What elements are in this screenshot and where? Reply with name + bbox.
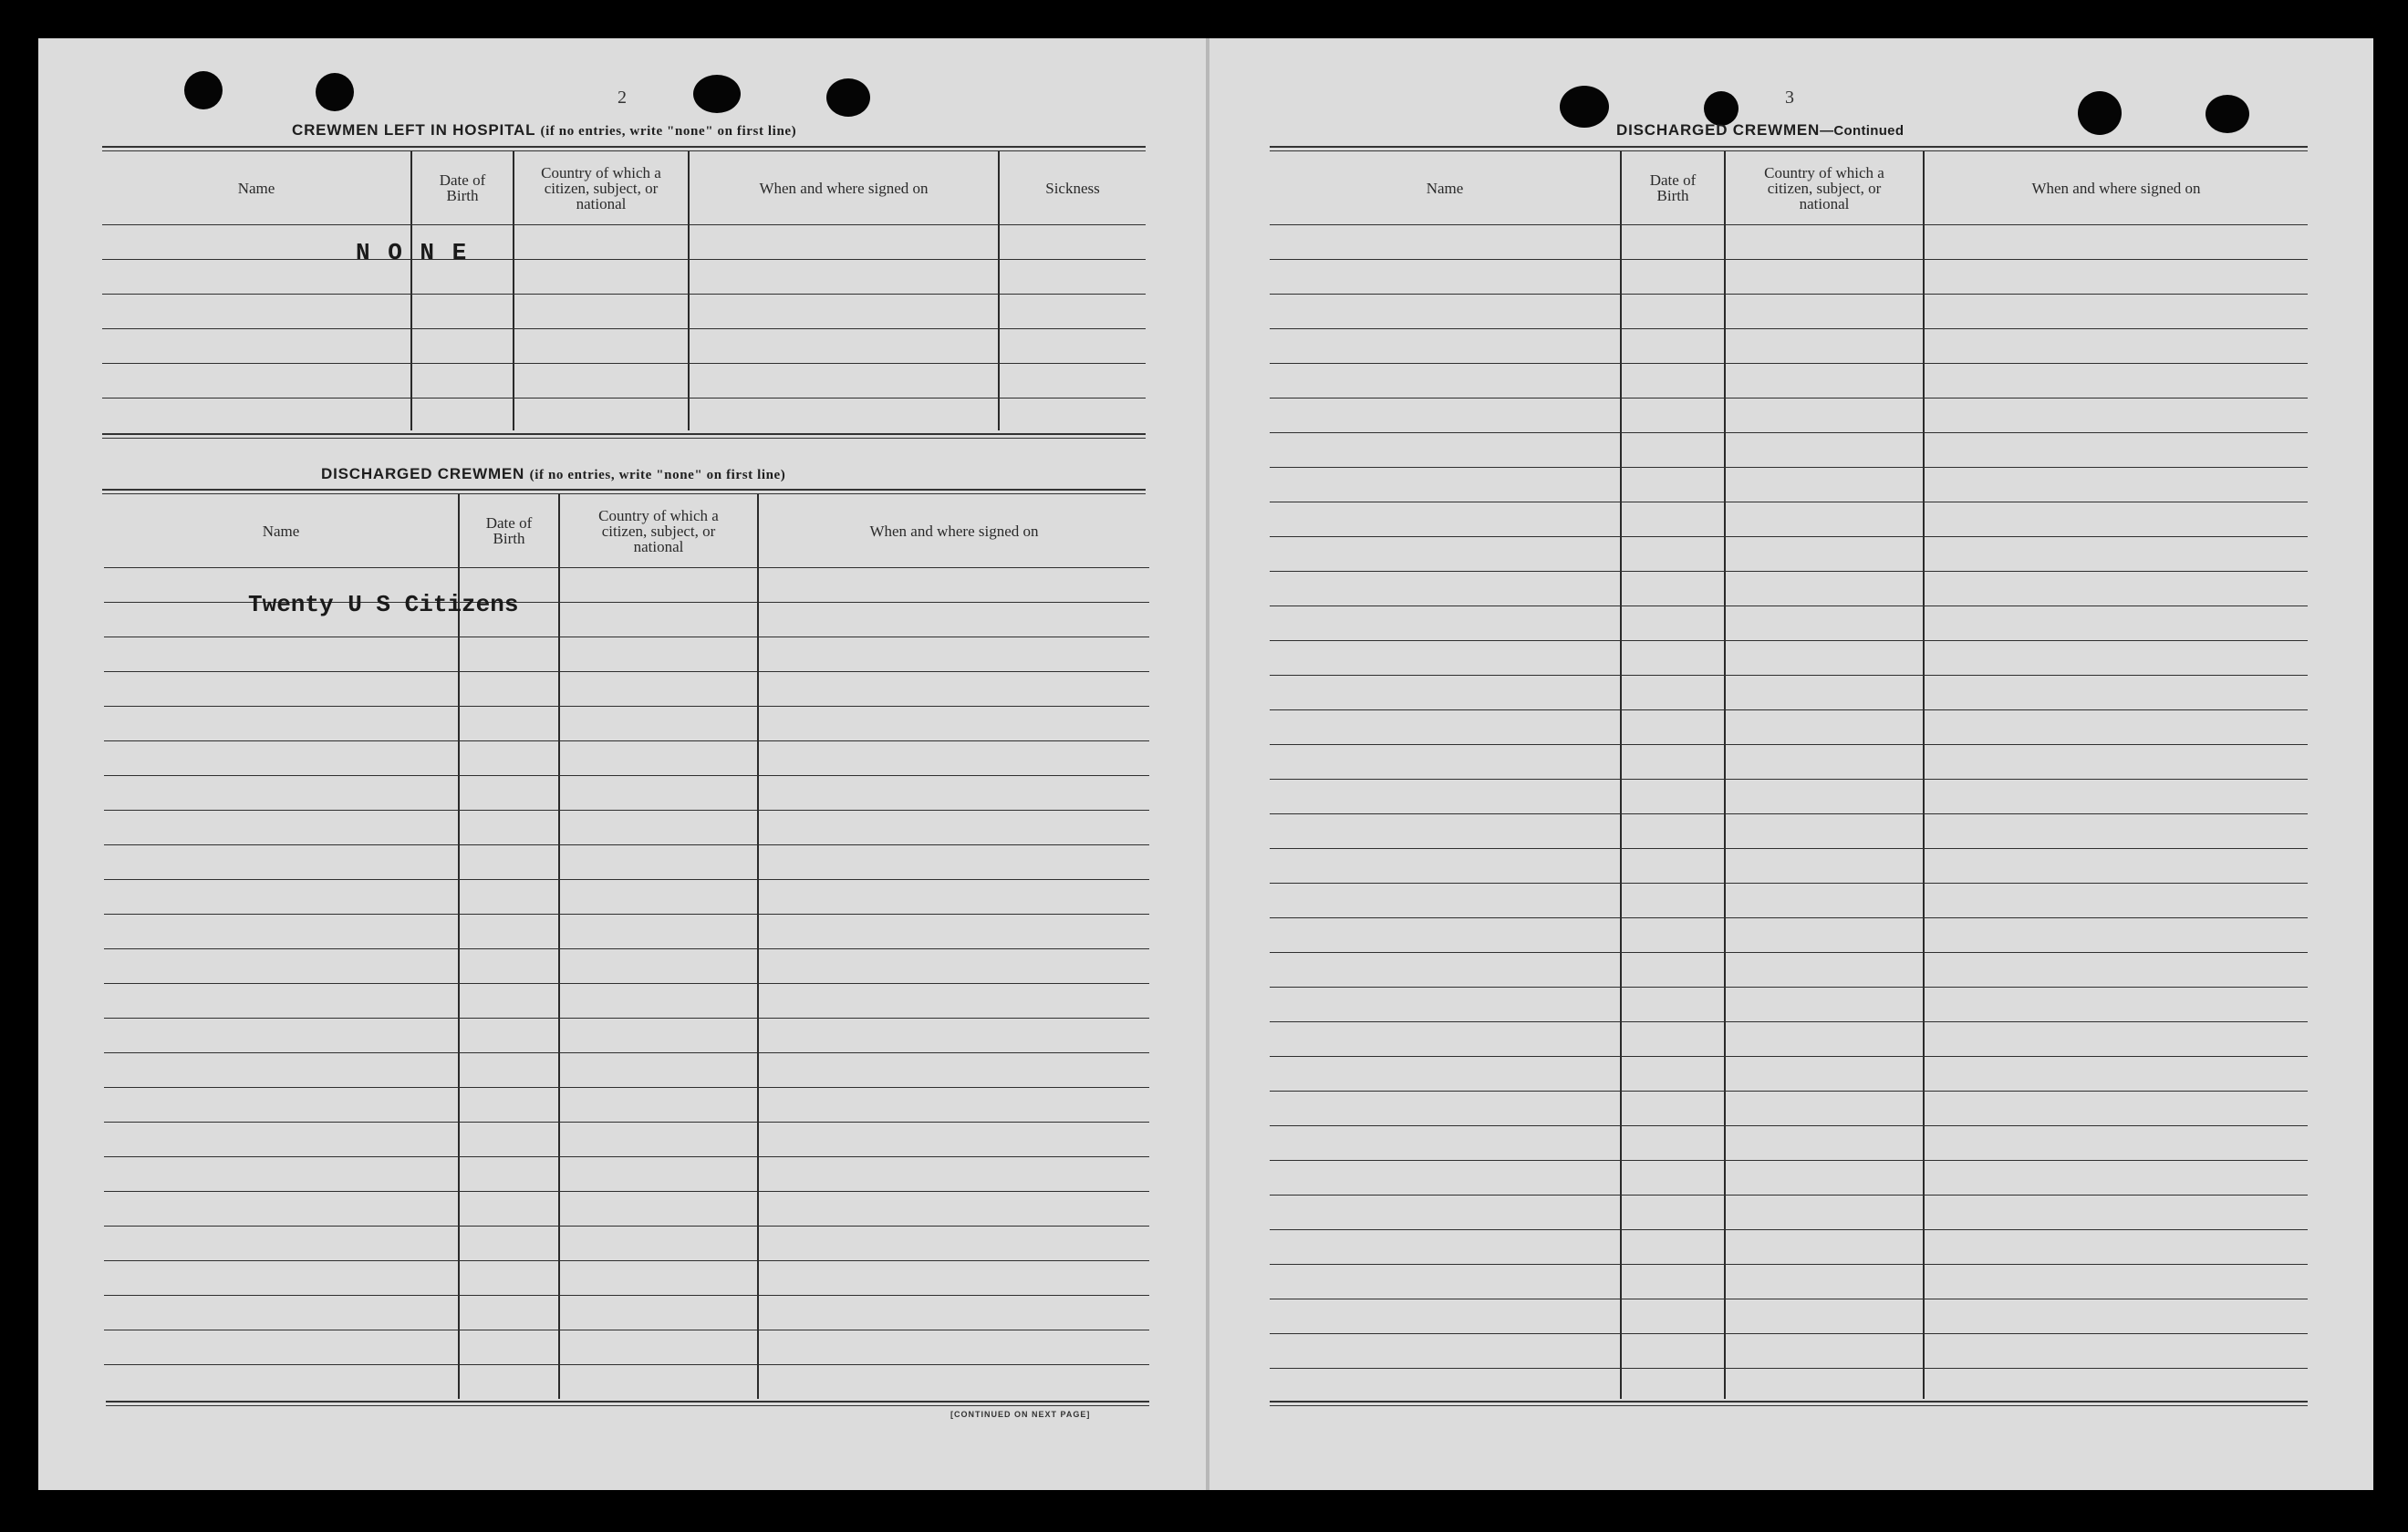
table-row-line (104, 1191, 1149, 1192)
punch-hole (1560, 86, 1609, 128)
column-header-country-text: Country of which a citizen, subject, or national (598, 506, 719, 555)
table-row-line (1270, 224, 2308, 225)
table-row-line (1270, 536, 2308, 537)
table-row-line (1270, 1368, 2308, 1369)
page-number: 3 (1785, 88, 1794, 108)
table-row-line (1270, 709, 2308, 710)
table-row-line (104, 948, 1149, 949)
column-header-signed-on: When and where signed on (2031, 179, 2201, 197)
table-row-line (1270, 363, 2308, 364)
table-row-line (104, 1122, 1149, 1123)
table-row-line (104, 1364, 1149, 1365)
continued-footer: [CONTINUED ON NEXT PAGE] (950, 1410, 1091, 1419)
column-header-signed-on: When and where signed on (759, 179, 929, 197)
table-row-line (1270, 1264, 2308, 1265)
table-row-line (1270, 571, 2308, 572)
table-row-line (104, 1018, 1149, 1019)
hospital-section-title (292, 121, 796, 140)
table-row-line (104, 671, 1149, 672)
discharged-title-text: DISCHARGED CREWMEN (321, 465, 525, 482)
table-row-line (1270, 1056, 2308, 1057)
table-row-line (1270, 259, 2308, 260)
table-row-line (104, 1295, 1149, 1296)
page-number: 2 (618, 88, 627, 108)
table-row-line (104, 740, 1149, 741)
table-row-line (104, 706, 1149, 707)
column-header-signed-on: When and where signed on (869, 522, 1039, 540)
table-row-line (102, 224, 1146, 225)
double-rule (102, 146, 1146, 148)
double-rule (102, 433, 1146, 435)
column-divider (1620, 151, 1622, 1399)
column-divider (558, 494, 560, 1399)
table-row-line (1270, 432, 2308, 433)
column-header-country (514, 159, 688, 217)
table-row-line (102, 363, 1146, 364)
column-divider (1923, 151, 1925, 1399)
discharged-table (104, 494, 1149, 1399)
table-row-line (1270, 1160, 2308, 1161)
table-row-line (1270, 675, 2308, 676)
column-header-date-of-birth-text: Date of Birth (1649, 171, 1697, 204)
hospital-entry-none: N O N E (356, 239, 469, 266)
column-header-country-text: Country of which a citizen, subject, or national (1764, 163, 1884, 212)
punch-hole (693, 75, 741, 113)
double-rule (102, 438, 1146, 439)
table-row-line (104, 810, 1149, 811)
table-row-line (1270, 467, 2308, 468)
table-row-line (1270, 744, 2308, 745)
discharged-section-title (321, 465, 785, 483)
discharged-continued-title (1616, 121, 1904, 140)
column-header-date-of-birth (412, 159, 513, 217)
discharged-continued-table (1270, 151, 2308, 1399)
punch-hole (316, 73, 354, 111)
table-row-line (104, 983, 1149, 984)
discharged-continued-title-text: DISCHARGED CREWMEN (1616, 121, 1821, 139)
table-row-line (1270, 883, 2308, 884)
double-rule (106, 1405, 1149, 1406)
table-row-line (102, 398, 1146, 399)
column-divider (458, 494, 460, 1399)
table-row-line (1270, 952, 2308, 953)
double-rule (106, 1401, 1149, 1403)
punch-hole (2206, 95, 2249, 133)
table-row-line (104, 1087, 1149, 1088)
table-row-line (104, 1156, 1149, 1157)
table-row-line (1270, 848, 2308, 849)
punch-hole (826, 78, 870, 117)
table-row-line (1270, 1091, 2308, 1092)
table-row-line (104, 844, 1149, 845)
column-header-date-of-birth (1622, 159, 1724, 217)
hospital-title-text: CREWMEN LEFT IN HOSPITAL (292, 121, 535, 139)
table-row-line (1270, 398, 2308, 399)
table-row-line (1270, 294, 2308, 295)
double-rule (1270, 1405, 2308, 1406)
table-row-line (1270, 1195, 2308, 1196)
table-row-line (1270, 1229, 2308, 1230)
table-row-line (102, 294, 1146, 295)
hospital-table (102, 151, 1146, 430)
table-row-line (1270, 1333, 2308, 1334)
punch-hole (2078, 91, 2122, 135)
table-row-line (102, 259, 1146, 260)
table-row-line (102, 328, 1146, 329)
table-row-line (1270, 779, 2308, 780)
hospital-title-note: (if no entries, write "none" on first line) (540, 124, 797, 139)
table-row-line (1270, 813, 2308, 814)
column-header-name: Name (237, 179, 275, 197)
column-header-date-of-birth (460, 502, 558, 560)
table-row-line (104, 1052, 1149, 1053)
column-header-sickness: Sickness (1045, 179, 1100, 197)
table-row-line (1270, 328, 2308, 329)
table-row-line (104, 1226, 1149, 1227)
column-header-name: Name (1426, 179, 1464, 197)
table-row-line (104, 567, 1149, 568)
table-row-line (104, 879, 1149, 880)
column-header-date-of-birth-text: Date of Birth (485, 514, 533, 547)
table-row-line (1270, 1125, 2308, 1126)
discharged-entry: Twenty U S Citizens (248, 591, 519, 618)
punch-hole (184, 71, 223, 109)
double-rule (1270, 146, 2308, 148)
column-header-country (1726, 159, 1923, 217)
table-row-line (104, 775, 1149, 776)
table-row-line (104, 914, 1149, 915)
column-divider (757, 494, 759, 1399)
column-header-country (560, 502, 757, 560)
table-row-line (1270, 640, 2308, 641)
discharged-title-note: (if no entries, write "none" on first line) (529, 468, 786, 482)
column-header-date-of-birth-text: Date of Birth (439, 171, 486, 204)
table-row-line (1270, 1021, 2308, 1022)
double-rule (102, 489, 1146, 491)
table-row-line (1270, 917, 2308, 918)
column-header-name: Name (262, 522, 300, 540)
double-rule (1270, 1401, 2308, 1403)
discharged-continued-suffix: —Continued (1820, 123, 1905, 139)
column-header-country-text: Country of which a citizen, subject, or national (541, 163, 661, 212)
column-divider (1724, 151, 1726, 1399)
table-row-line (104, 1260, 1149, 1261)
table-row-line (1270, 987, 2308, 988)
